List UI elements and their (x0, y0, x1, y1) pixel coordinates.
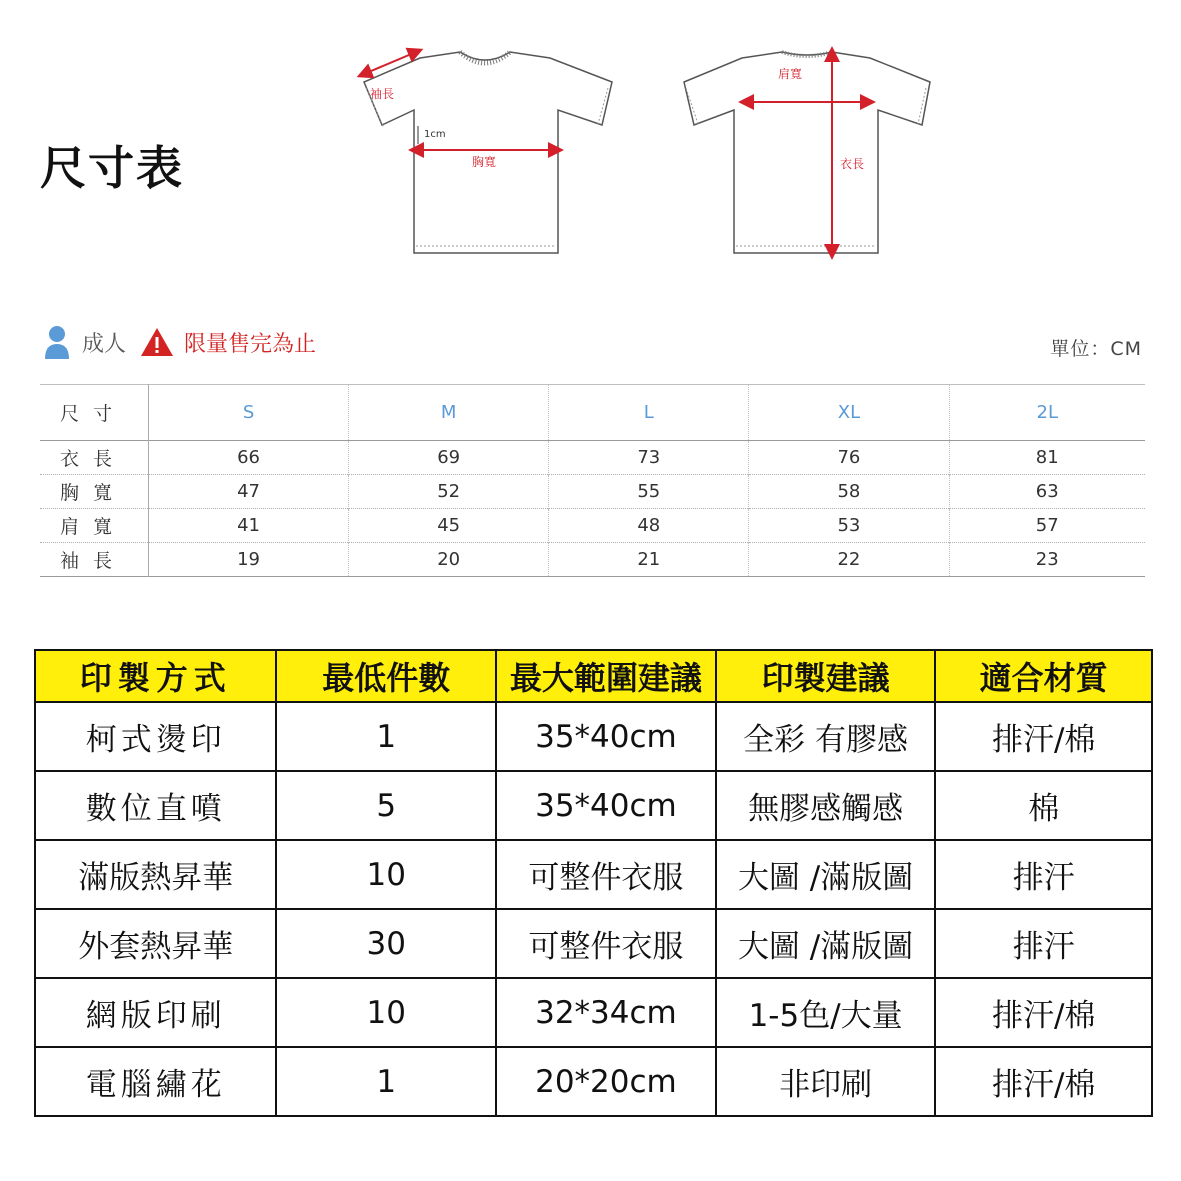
table-row (40, 475, 1145, 509)
table-row (40, 441, 1145, 475)
table-cell: 無膠感觸感 (716, 771, 936, 840)
size-xl: XL (749, 385, 949, 441)
table-cell: 排汗/棉 (935, 1047, 1152, 1116)
size-2l: 2L (949, 385, 1145, 441)
table-cell: 網版印刷 (35, 978, 276, 1047)
table-cell: 57 (949, 509, 1145, 543)
table-cell: 19 (149, 543, 349, 577)
table-cell: 排汗/棉 (935, 978, 1152, 1047)
adult-label: 成人 (82, 331, 127, 357)
table-cell: 大圖 /滿版圖 (716, 840, 936, 909)
table-cell: 電腦繡花 (35, 1047, 276, 1116)
warning-icon (140, 327, 174, 357)
table-cell: 10 (276, 978, 496, 1047)
row-label-sleeve-length: 袖長 (60, 550, 127, 572)
table-cell: 35*40cm (496, 702, 716, 771)
header-print-advice: 印製建議 (716, 650, 936, 702)
size-header-label: 尺寸 (60, 403, 127, 425)
table-cell: 全彩 有膠感 (716, 702, 936, 771)
header-minimum-quantity: 最低件數 (276, 650, 496, 702)
table-cell: 非印刷 (716, 1047, 936, 1116)
table-cell: 30 (276, 909, 496, 978)
table-cell: 可整件衣服 (496, 909, 716, 978)
header-print-method: 印製方式 (35, 650, 276, 702)
chest-width-label: 胸寬 (472, 155, 497, 169)
table-cell: 1 (276, 702, 496, 771)
table-cell: 外套熱昇華 (35, 909, 276, 978)
sleeve-length-label: 袖長 (370, 87, 395, 101)
front-shirt-outline (364, 52, 612, 253)
table-row (35, 909, 1152, 978)
table-cell: 63 (949, 475, 1145, 509)
table-cell: 排汗 (935, 840, 1152, 909)
table-cell: 58 (749, 475, 949, 509)
size-m: M (349, 385, 549, 441)
table-cell: 5 (276, 771, 496, 840)
row-label-shoulder-width: 肩寬 (60, 516, 127, 538)
tshirt-measurement-diagram (350, 40, 950, 265)
unit-label: 單位：CM (1050, 338, 1142, 360)
print-table-header-row (35, 650, 1152, 702)
table-cell: 66 (149, 441, 349, 475)
table-cell: 73 (549, 441, 749, 475)
table-cell: 大圖 /滿版圖 (716, 909, 936, 978)
size-table (40, 384, 1145, 577)
table-cell: 48 (549, 509, 749, 543)
size-chart-meta (44, 322, 1144, 362)
table-cell: 棉 (935, 771, 1152, 840)
row-label-body-length: 衣長 (60, 448, 127, 470)
table-cell: 47 (149, 475, 349, 509)
table-cell: 滿版熱昇華 (35, 840, 276, 909)
table-row (35, 840, 1152, 909)
table-cell: 35*40cm (496, 771, 716, 840)
table-cell: 數位直噴 (35, 771, 276, 840)
size-l: L (549, 385, 749, 441)
back-shirt-outline (684, 52, 930, 253)
table-cell: 排汗/棉 (935, 702, 1152, 771)
header-material: 適合材質 (935, 650, 1152, 702)
shoulder-width-label: 肩寬 (778, 67, 803, 81)
size-s: S (149, 385, 349, 441)
table-cell: 柯式燙印 (35, 702, 276, 771)
table-row (40, 543, 1145, 577)
table-cell: 41 (149, 509, 349, 543)
row-label-chest-width: 胸寬 (60, 482, 127, 504)
table-cell: 69 (349, 441, 549, 475)
person-icon (44, 325, 70, 359)
table-cell: 22 (749, 543, 949, 577)
limited-notice: 限量售完為止 (184, 331, 317, 357)
table-cell: 53 (749, 509, 949, 543)
body-length-label: 衣長 (840, 157, 865, 171)
table-row (35, 771, 1152, 840)
header-max-area: 最大範圍建議 (496, 650, 716, 702)
table-cell: 1 (276, 1047, 496, 1116)
size-table-header-row (40, 385, 1145, 441)
table-cell: 45 (349, 509, 549, 543)
table-cell: 1-5色/大量 (716, 978, 936, 1047)
table-row (35, 1047, 1152, 1116)
table-cell: 20 (349, 543, 549, 577)
table-row (35, 702, 1152, 771)
table-cell: 81 (949, 441, 1145, 475)
table-cell: 52 (349, 475, 549, 509)
table-cell: 23 (949, 543, 1145, 577)
table-row (40, 509, 1145, 543)
table-cell: 可整件衣服 (496, 840, 716, 909)
table-cell: 20*20cm (496, 1047, 716, 1116)
table-cell: 排汗 (935, 909, 1152, 978)
one-cm-label: 1cm (424, 129, 446, 140)
table-cell: 55 (549, 475, 749, 509)
table-cell: 21 (549, 543, 749, 577)
print-method-table (34, 649, 1153, 1117)
table-cell: 32*34cm (496, 978, 716, 1047)
table-cell: 10 (276, 840, 496, 909)
page-title: 尺寸表 (40, 141, 184, 195)
table-cell: 76 (749, 441, 949, 475)
table-row (35, 978, 1152, 1047)
